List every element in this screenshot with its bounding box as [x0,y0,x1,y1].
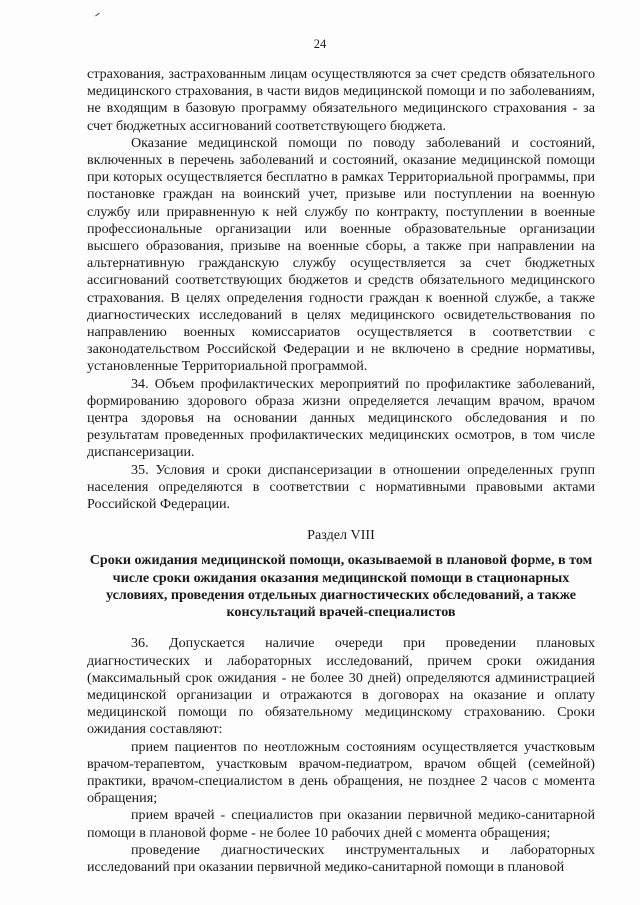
paragraph-specialist-reception: прием врачей - специалистов при оказании первичной медико-санитарной помощи в плановой форме - не более 10 рабочих дней с момента обращения; [87,807,595,841]
page-number: 24 [313,37,327,51]
paragraph-military-service: Оказание медицинской помощи по поводу заболеваний и состояний, включенных в перечень заболеваний и состояний, оказание медицинской помощи при которых осуществляется бесплатно в рамках Территориальной программы, при постановке граждан на воинский учет, призыве или поступлении на военную службу или приравненную к ней службу по контракту, поступлении в военные профессиональные организации или военные образовательные организации высшего образования, призыве на военные сборы, а также при направлении на альтернативную гражданскую службу осуществляется за счет бюджетных ассигнований соответствующих бюджетов и средств обязательного медицинского страхования. В целях определения годности граждан к военной службе, а также диагностических исследований в целях медицинского освидетельствования по направлению военных комиссариатов осуществляется в соответствии с законодательством Российской Федерации и не включено в средние нормативы, установленные Территориальной программой. [87,134,595,375]
section-title: Сроки ожидания медицинской помощи, оказываемой в плановой форме, в том числе сроки ожидания оказания медицинской помощи в стационарных условиях, проведения отдельных диагностических обследований, а также консультаций врачей-специалистов [89,552,593,621]
paragraph-urgent-reception: прием пациентов по неотложным состояниям осуществляется участковым врачом-терапевтом, участковым врачом-педиатром, врачом общей (семейной) практики, врачом-специалистом в день обращения, не позднее 2 часов с момента обращения; [87,738,595,807]
paragraph-34: 34. Объем профилактических мероприятий по профилактике заболеваний, формированию здорового образа жизни определяется лечащим врачом, врачом центра здоровья на основании данных медицинского обследования и по результатам проведенных профилактических медицинских осмотров, в том числе диспансеризации. [87,375,595,461]
paragraph-diagnostic-studies: проведение диагностических инструментальных и лабораторных исследований при оказании первичной медико-санитарной помощи в плановой [87,841,595,875]
section-heading: Раздел VIII [307,527,375,544]
paragraph-36: 36. Допускается наличие очереди при проведении плановых диагностических и лабораторных исследований, причем сроки ожидания (максимальный срок ожидания - не более 30 дней) определяются администрацией медицинской организации и отражаются в договорах на оказание и оплату медицинской помощи по обязательному медицинскому страхованию. Сроки ожидания составляют: [87,635,595,738]
paragraph-35: 35. Условия и сроки диспансеризации в отношении определенных групп населения определяются в соответствии с нормативными правовыми актами Российской Федерации. [87,461,595,513]
scan-artifact-mark [95,13,100,17]
paragraph-continued: страхования, застрахованным лицам осуществляются за счет средств обязательного медицинского страхования, в части видов медицинской помощи и по заболеваниям, не входящим в базовую программу обязательного медицинского страхования - за счет бюджетных ассигнований соответствующего бюджета. [87,66,595,134]
document-body [87,66,595,876]
